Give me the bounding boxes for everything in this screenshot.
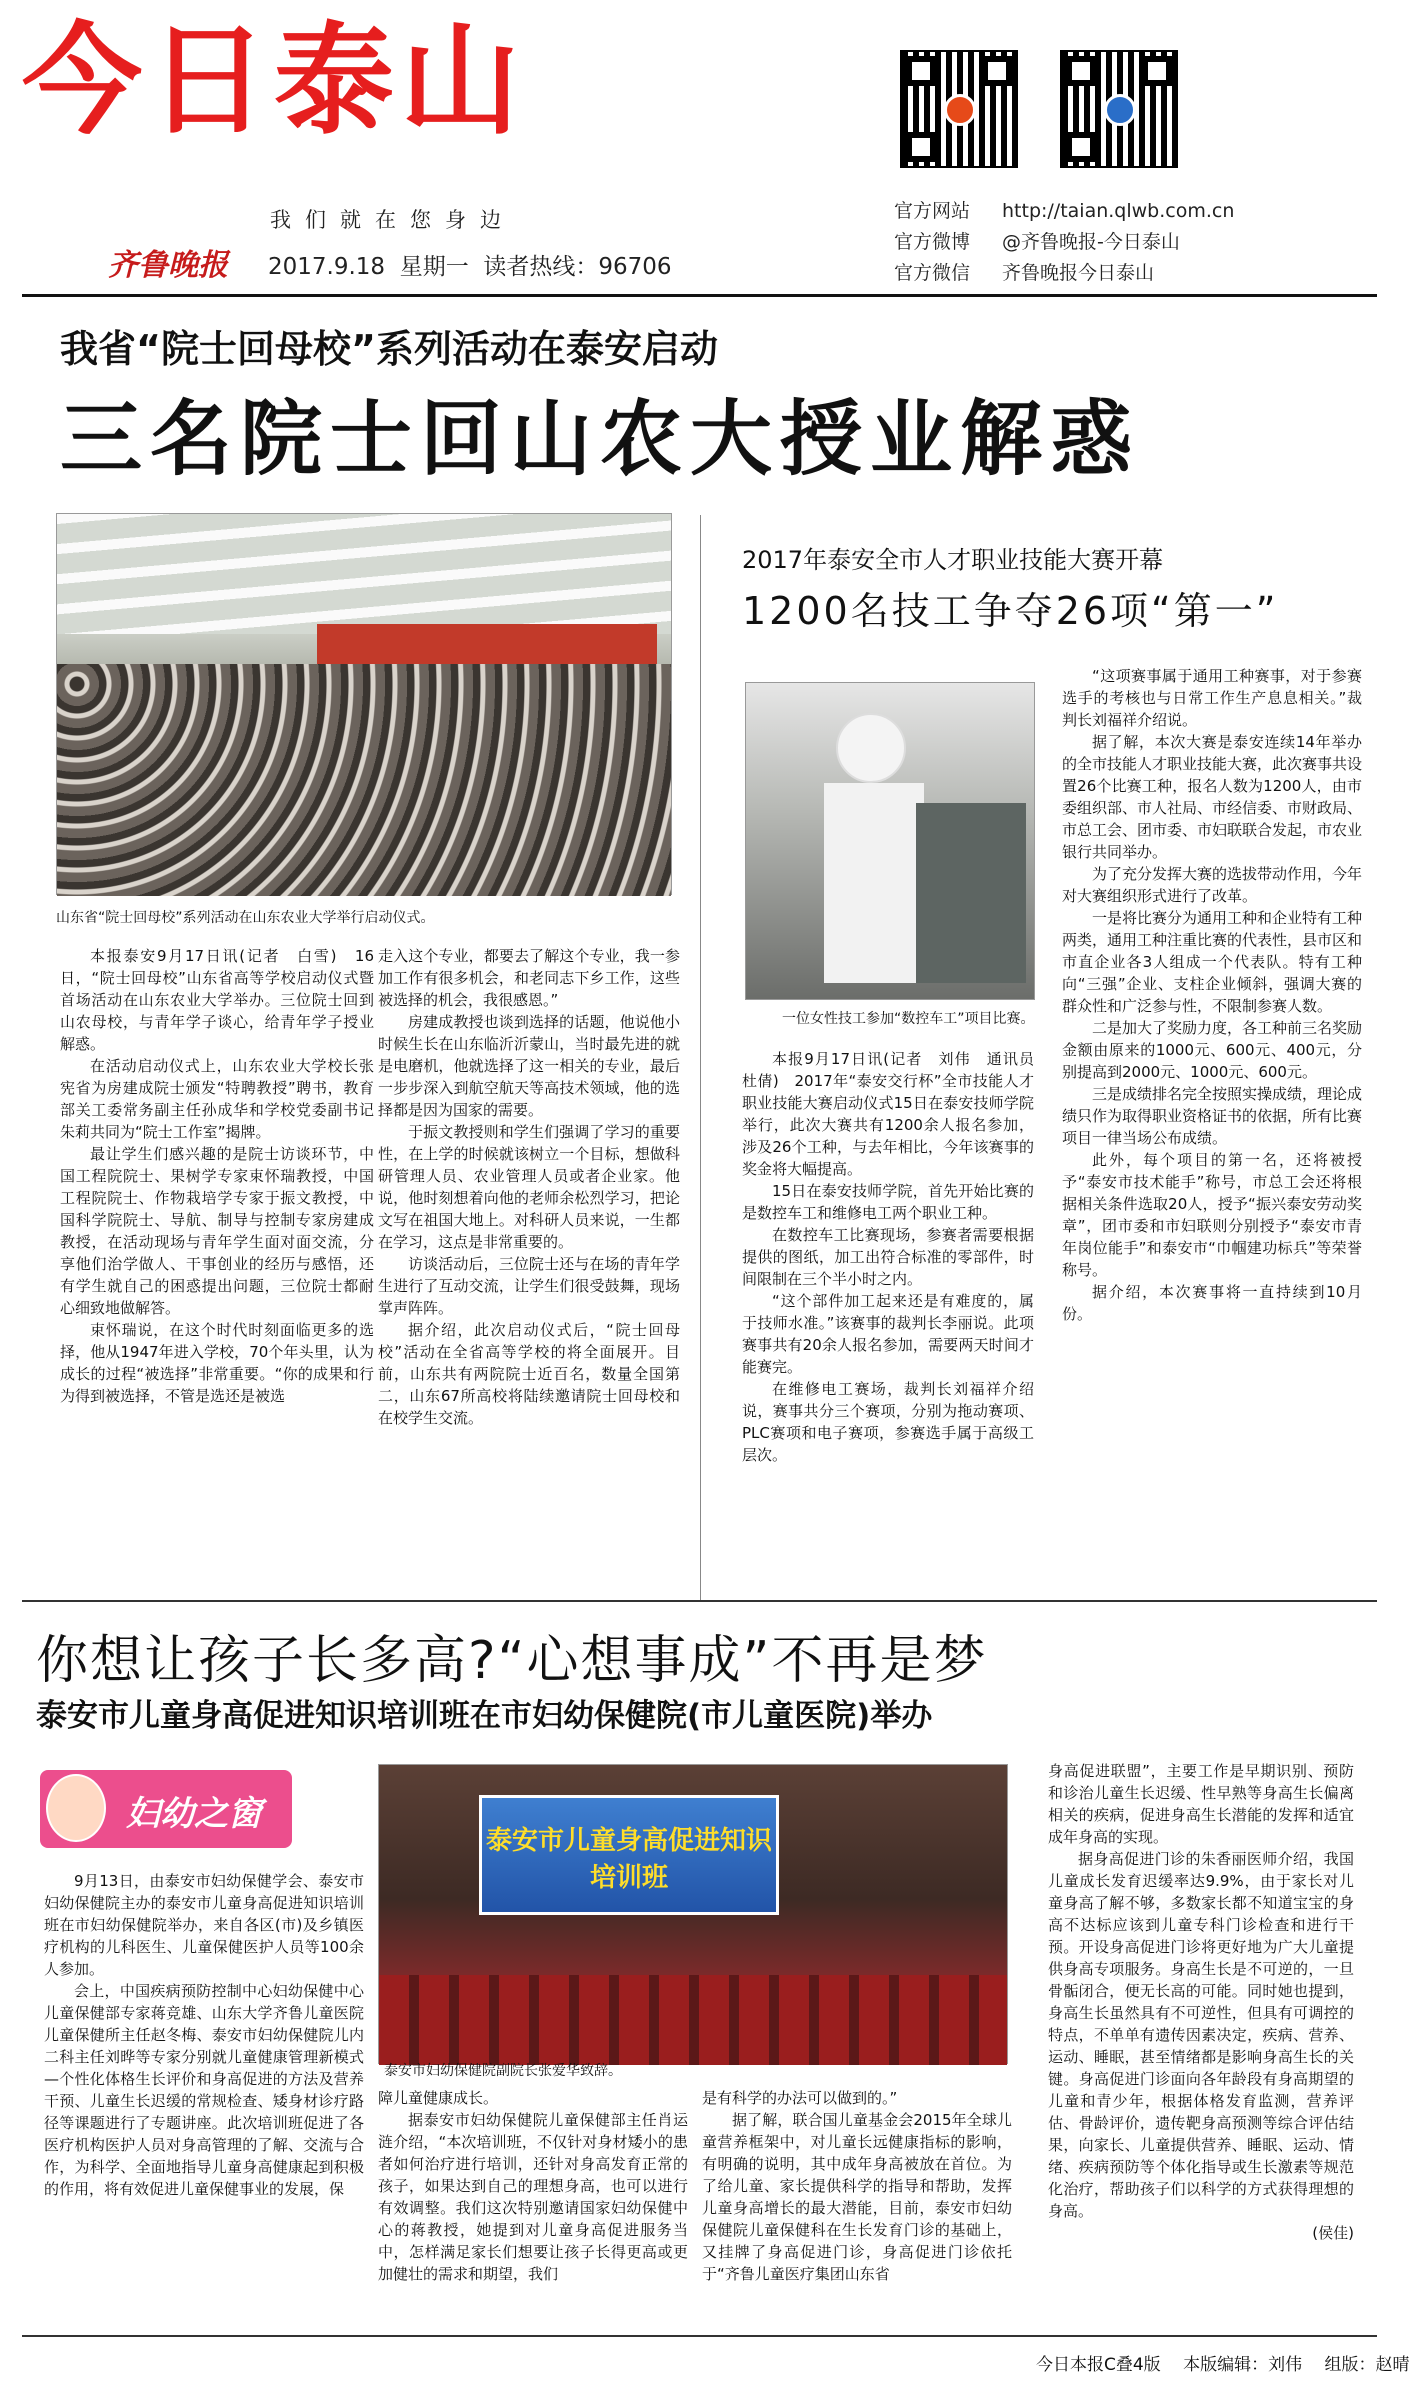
story1-column-2: 走入这个专业，都要去了解这个专业，我一参加工作有很多机会，和老同志下乡工作，这些被选择的机会，我很感恩。” 房建成教授也谈到选择的话题，他说他小时候生长在山东临沂沂蒙山，当时最先进的就是电磨机，他就选择了这一相关的专业，最后一步步深入到航空航天等高技术领域，他的选择都是因为国家的需要。 于振文教授则和学生们强调了学习的重要性，在上学的时候就该树立一个目标，想做科研管理人员、农业管理人员或者企业家。他说，他时刻想着向他的老师余松烈学习，把论文写在祖国大地上。对科研人员来说，一生都在学习，这点是非常重要的。 访谈活动后，三位院士还与在场的青年学生进行了互动交流，让学生们很受鼓舞，现场掌声阵阵。 据介绍，此次启动仪式后，“院士回母校”活动在全省高等学校的将全面展开。目前，山东共有两院院士近百名，数量全国第二，山东67所高校将陆续邀请院士回母校和在校学生交流。 xyxy=(378,947,680,1427)
qr-code-icon xyxy=(900,50,1018,168)
column-badge-label: 妇幼之窗 xyxy=(126,1794,262,1834)
masthead-slogan: 我们就在您身边 xyxy=(270,208,515,232)
edition-label: 今日本报C叠4版 xyxy=(1036,2355,1161,2375)
page-footer xyxy=(1036,2350,1410,2375)
baby-icon xyxy=(46,1774,106,1842)
section-divider xyxy=(22,1600,1377,1602)
story3-column-3: 是有科学的办法可以做到的。” 据了解，联合国儿童基金会2015年全球儿童营养框架中，对儿童长远健康指标的影响，有明确的说明，其中成年身高被放在首位。为了给儿童、家长提供科学的指导和帮助，发挥儿童身高增长的最大潜能，目前，泰安市妇幼保健院儿童保健科在生长发育门诊的基础上，又挂牌了身高促进门诊，身高促进门诊依托于“齐鲁儿童医疗集团山东省 xyxy=(702,2089,1012,2283)
story3-headline: 你想让孩子长多高?“心想事成”不再是梦 xyxy=(36,1631,988,1691)
official-weibo: 官方微博 @齐鲁晚报-今日泰山 xyxy=(894,231,1180,253)
reader-hotline: 读者热线：96706 xyxy=(483,254,672,280)
masthead-divider xyxy=(22,294,1377,297)
newspaper-brand: 齐鲁晚报 xyxy=(108,248,228,283)
story3-column-1: 9月13日，由泰安市妇幼保健学会、泰安市妇幼保健院主办的泰安市儿童身高促进知识培训班在市妇幼保健院举办，来自各区(市)及乡镇医疗机构的儿科医生、儿童保健医护人员等100余人参加。 会上，中国疾病预防控制中心妇幼保健中心儿童保健部专家蒋竞雄、山东大学齐鲁儿童医院儿童保健所主任赵冬梅、泰安市妇幼保健院儿内二科主任刘晔等专家分别就儿童健康管理新模式—个性化体格生长评价和身高促进的方法及营养干预、儿童生长迟缓的常规检查、矮身材诊疗路径等课题进行了专题讲座。此次培训班促进了各医疗机构医护人员对身高管理的了解、交流与合作，为科学、全面地指导儿童身高健康起到积极的作用，将有效促进儿童保健事业的发展，保 xyxy=(44,1872,364,2198)
story2-column-2: “这项赛事属于通用工种赛事，对于参赛选手的考核也与日常工作生产息息相关。”裁判长刘福祥介绍说。 据了解，本次大赛是泰安连续14年举办的全市技能人才职业技能大赛，此次赛事共设置26个比赛工种，报名人数为1200人，由市委组织部、市人社局、市经信委、市财政局、市总工会、团市委、市妇联联合发起，市农业银行共同举办。 为了充分发挥大赛的选拔带动作用，今年对大赛组织形式进行了改革。 一是将比赛分为通用工种和企业特有工种两类，通用工种注重比赛的代表性，县市区和市直企业各3人组成一个代表队。特有工种向“三强”企业、支柱企业倾斜，强调大赛的群众性和广泛参与性，不限制参赛人数。 二是加大了奖励力度，各工种前三名奖励金额由原来的1000元、600元、400元，分别提高到2000元、1000元、600元。 三是成绩排名完全按照实操成绩，理论成绩只作为取得职业资格证书的依据，所有比赛项目一律当场公布成绩。 此外，每个项目的第一名，还将被授予“泰安市技术能手”称号，市总工会还将根据相关条件选取20人，授予“振兴泰安劳动奖章”，团市委和市妇联则分别授予“泰安市青年岗位能手”和泰安市“巾帼建功标兵”等荣誉称号。 据介绍，本次赛事将一直持续到10月份。 xyxy=(1062,667,1363,1323)
official-website: 官方网站 http://taian.qlwb.com.cn xyxy=(894,200,1235,222)
story2-photo-caption: 一位女性技工参加“数控车工”项目比赛。 xyxy=(782,1011,1035,1027)
column-divider xyxy=(700,515,701,1600)
story1-column-1: 本报泰安9月17日讯(记者 白雪) 16日，“院士回母校”山东省高等学校启动仪式暨首场活动在山东农业大学举办。三位院士回到山农母校，与青年学子谈心，给青年学子授业解惑。 在活动启动仪式上，山东农业大学校长张宪省为房建成院士颁发“特聘教授”聘书，教育部关工委常务副主任孙成华和学校党委副书记朱莉共同为“院士工作室”揭牌。 最让学生们感兴趣的是院士访谈环节，中国工程院院士、果树学专家束怀瑞教授，中国工程院院士、作物栽培学专家于振文教授，中国科学院院士、导航、制导与控制专家房建成教授，在活动现场与青年学生面对面交流，分享他们治学做人、干事创业的经历与感悟，还有学生就自己的困惑提出问题，三位院士都耐心细致地做解答。 束怀瑞说，在这个时代时刻面临更多的选择，他从1947年进入学校，70个年头里，认为成长的过程“被选择”非常重要。“你的成果和行为得到被选择，不管是选还是被选 xyxy=(60,947,374,1405)
layout-credit: 组版：赵晴 xyxy=(1324,2355,1410,2375)
story2-column-1: 本报9月17日讯(记者 刘伟 通讯员 杜倩) 2017年“泰安交行杯”全市技能人才职业技能大赛启动仪式15日在泰安技师学院举行，此次大赛共有1200余人报名参加，涉及26个工种，与去年相比，今年该赛事的奖金将大幅提高。 15日在泰安技师学院，首先开始比赛的是数控车工和维修电工两个职业工种。 在数控车工比赛现场，参赛者需要根据提供的图纸，加工出符合标准的零部件，时间限制在三个半小时之内。 “这个部件加工起来还是有难度的，属于技师水准。”该赛事的裁判长李丽说。此项赛事共有20余人报名参加，需要两天时间才能赛完。 在维修电工赛场，裁判长刘福祥介绍说，赛事共分三个赛项，分别为拖动赛项、PLC赛项和电子赛项，参赛选手属于高级工层次。 xyxy=(742,1050,1050,1464)
story2-headline: 1200名技工争夺26项“第一” xyxy=(742,589,1279,633)
story3-column-4: 身高促进联盟”，主要工作是早期识别、预防和诊治儿童生长迟缓、性早熟等身高生长偏离相关的疾病，促进身高生长潜能的发挥和适宜成年身高的实现。 据身高促进门诊的朱香丽医师介绍，我国儿童成长发育迟缓率达9.9%，由于家长对儿童身高了解不够，多数家长都不知道宝宝的身高不达标应该到儿童专科门诊检查和进行干预。开设身高促进门诊将更好地为广大儿童提供身高专项服务。身高生长是不可逆的，一旦骨骺闭合，便无长高的可能。同时她也提到，身高生长虽然具有不可逆性，但具有可调控的特点，不单单有遗传因素决定，疾病、营养、运动、睡眠，甚至情绪都是影响身高生长的关键。身高促进门诊面向各年龄段有身高期望的儿童和青少年，根据体格发育监测，营养评估、骨龄评价，遗传靶身高预测等综合评估结果，向家长、儿童提供营养、睡眠、运动、情绪、疾病预防等个体化指导或生长激素等规范化治疗，帮助孩子们以科学的方式获得理想的身高。 (侯佳) xyxy=(1048,1762,1354,2242)
story1-headline: 三名院士回山农大授业解惑 xyxy=(60,392,1141,487)
masthead-title: 今日泰山 xyxy=(22,12,526,151)
column-badge xyxy=(40,1770,292,1848)
issue-weekday: 星期一 xyxy=(399,254,469,280)
story3-kicker: 泰安市儿童身高促进知识培训班在市妇幼保健院(市儿童医院)举办 xyxy=(36,1698,933,1734)
technician-contest-photo xyxy=(745,682,1035,1000)
projection-banner: 泰安市儿童身高促进知识培训班 xyxy=(485,1826,772,1893)
dateline xyxy=(268,248,671,281)
footer-divider xyxy=(22,2335,1377,2337)
story1-kicker: 我省“院士回母校”系列活动在泰安启动 xyxy=(60,327,718,371)
story3-column-2: 障儿童健康成长。 据泰安市妇幼保健院儿童保健部主任肖运涟介绍，“本次培训班，不仅针对身材矮小的患者如何治疗进行培训，还针对身高发育正常的孩子，如果达到自己的理想身高，也可以进行有效调整。我们这次特别邀请国家妇幼保健中心的蒋教授，她提到对儿童身高促进服务当中，怎样满足家长们想要让孩子长得更高或更加健壮的需求和期望，我们 xyxy=(378,2089,688,2283)
editor-credit: 本版编辑：刘伟 xyxy=(1183,2355,1303,2375)
story3-photo-caption: 泰安市妇幼保健院副院长张爱华致辞。 xyxy=(384,2063,622,2079)
official-channels xyxy=(894,196,1234,289)
academician-ceremony-photo xyxy=(56,513,672,895)
story2-kicker: 2017年泰安全市人才职业技能大赛开幕 xyxy=(742,546,1164,574)
training-session-photo xyxy=(378,1764,1008,2064)
official-wechat: 官方微信 齐鲁晚报今日泰山 xyxy=(894,262,1155,284)
qr-code-icon xyxy=(1060,50,1178,168)
story1-photo-caption: 山东省“院士回母校”系列活动在山东农业大学举行启动仪式。 xyxy=(56,910,435,926)
issue-date: 2017.9.18 xyxy=(268,254,386,280)
